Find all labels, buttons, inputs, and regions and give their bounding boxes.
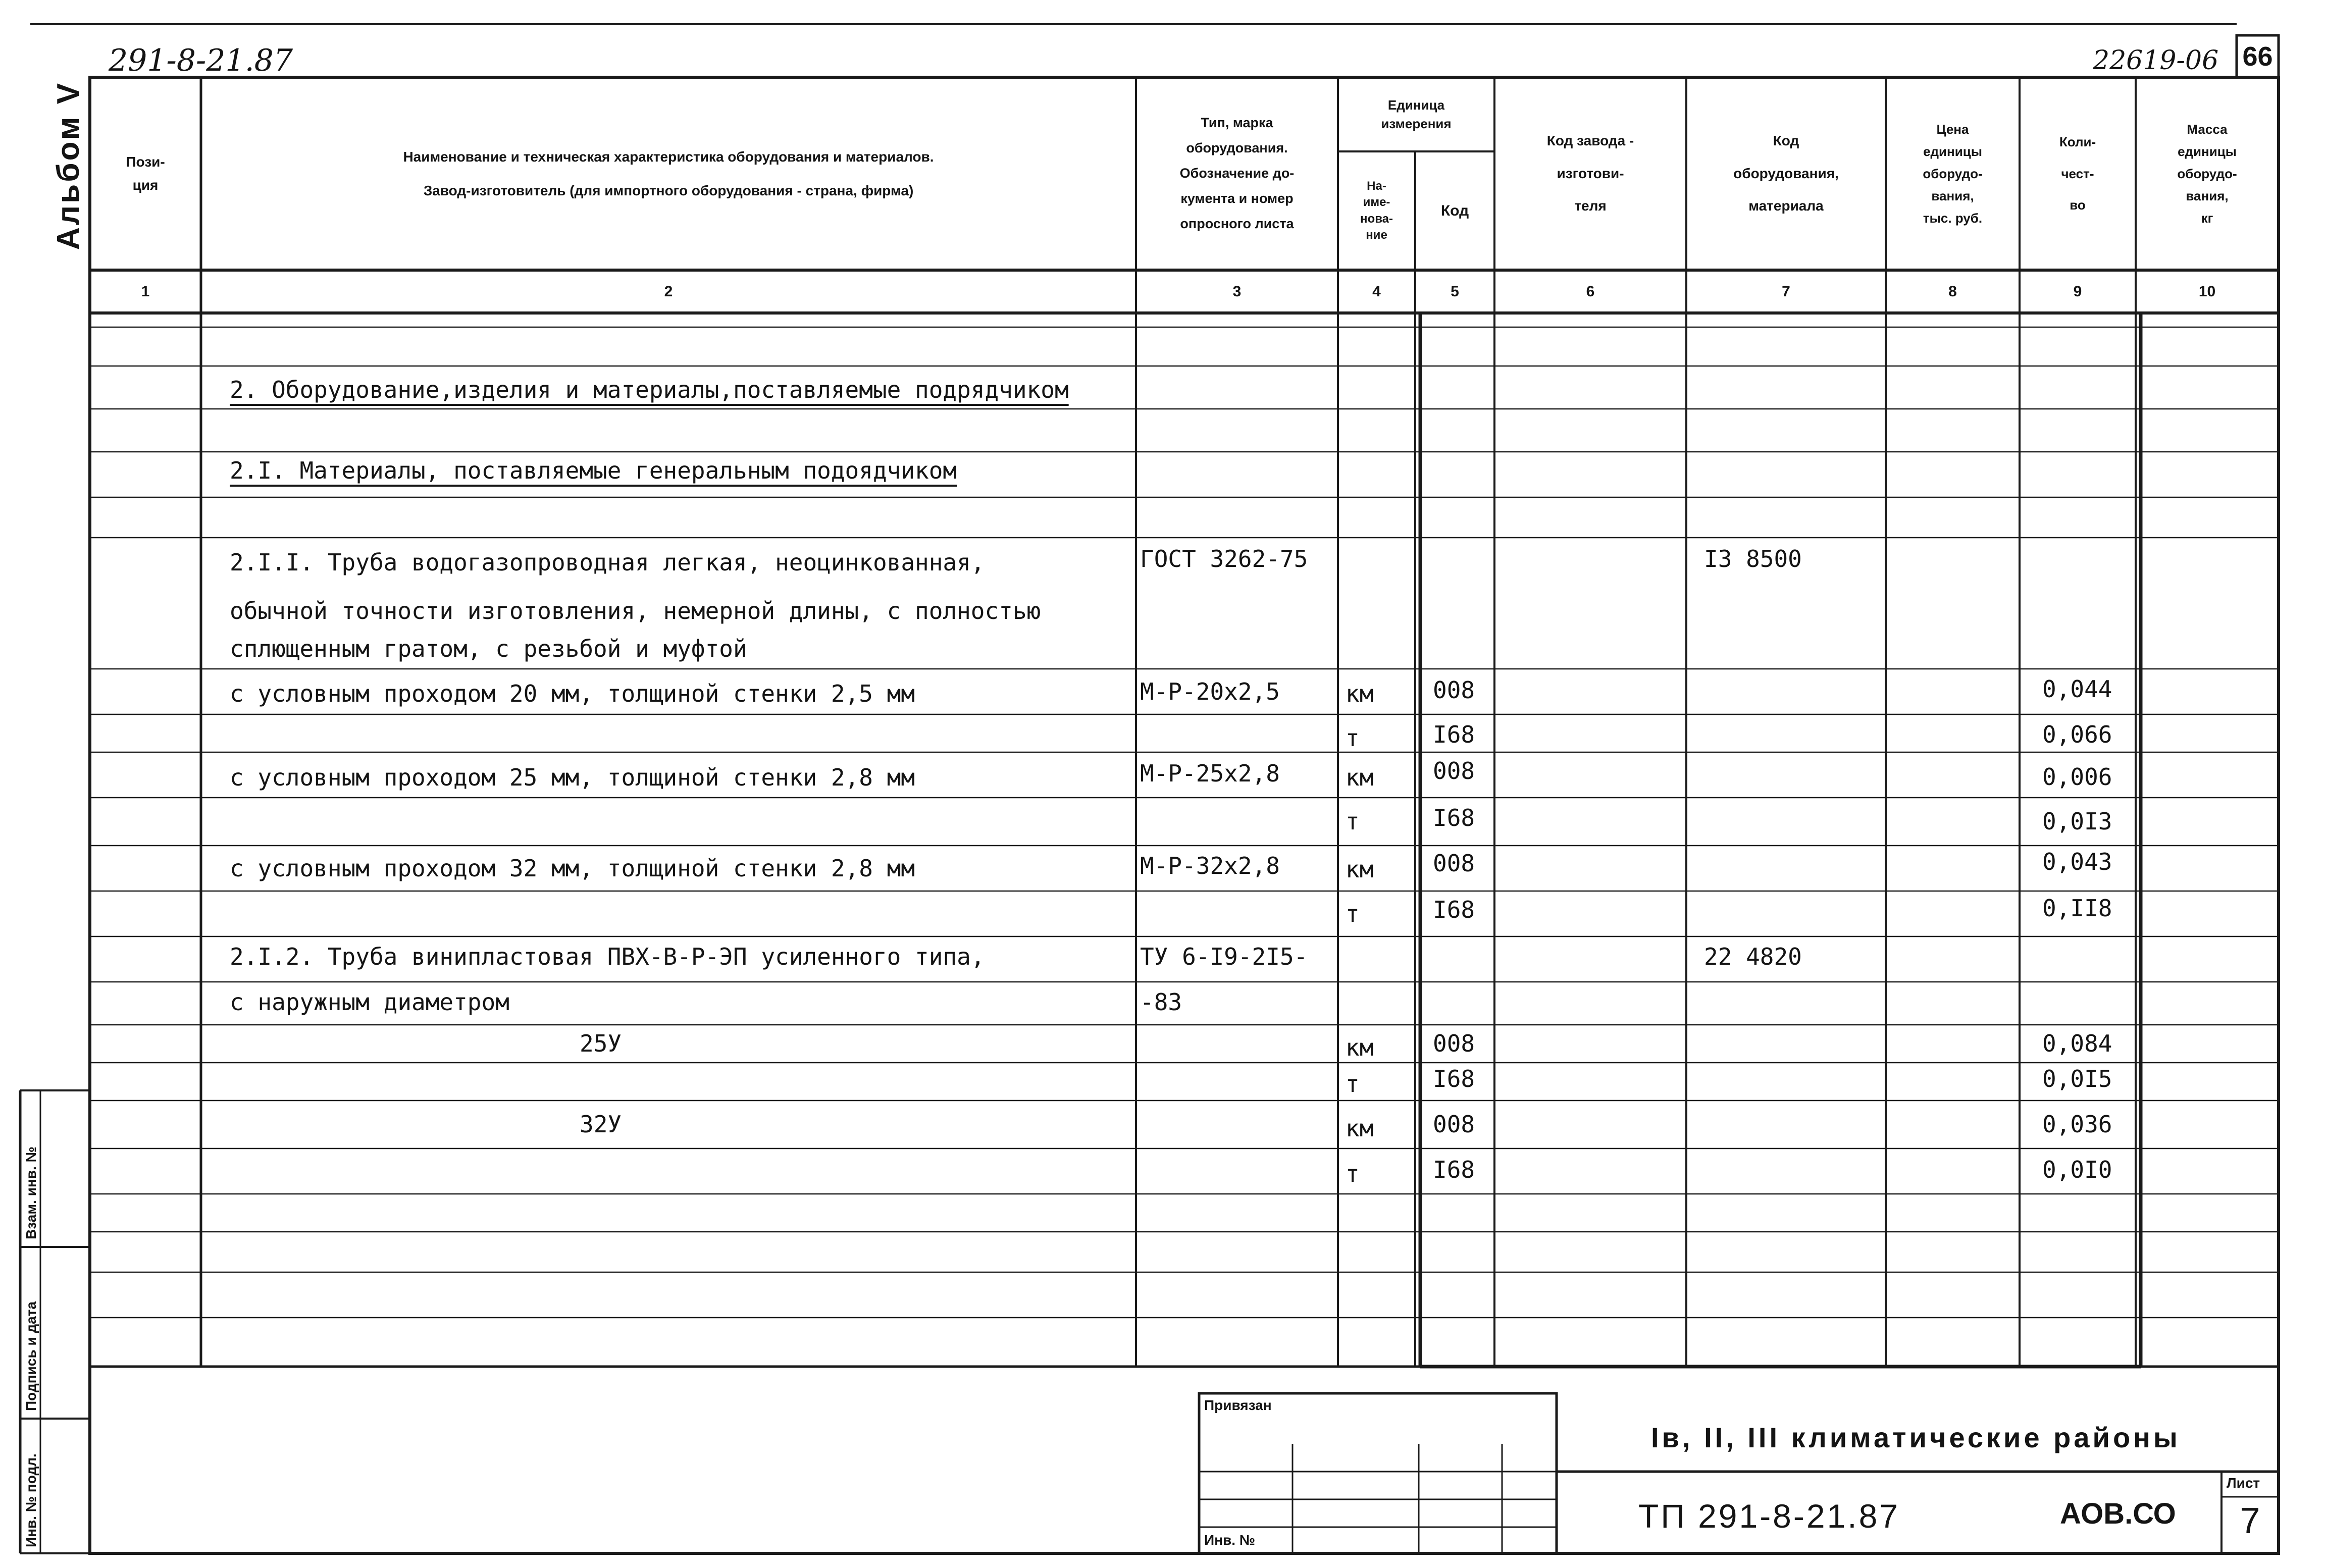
row-unit-code: I68 [1433, 1156, 1475, 1183]
row-name: с условным проходом 20 мм, толщиной стенки 2,5 мм [230, 680, 915, 707]
row-qty: 0,0I3 [2042, 808, 2112, 835]
col-number: 2 [664, 283, 673, 300]
header-col3: Тип, марка оборудования. Обозначение до- кумента и номер опросного листа [1179, 115, 1295, 231]
row-name: 2.I.I. Труба водогазопроводная легкая, неоцинкованная, [230, 549, 985, 576]
col-number: 7 [1782, 283, 1790, 300]
privyazan-label: Привязан [1204, 1397, 1272, 1413]
sidebar-signature-date: Подпись и дата [23, 1301, 39, 1411]
row-name: 2.I. Материалы, поставляемые генеральным подоядчиком [230, 457, 957, 484]
sidebar-replacement-inventory: Взам. инв. № [23, 1146, 39, 1239]
header-col9: Коли- чест- во [2059, 134, 2096, 213]
row-unit-code: I68 [1433, 896, 1475, 923]
row-type: М-Р-20х2,5 [1140, 678, 1280, 705]
row-qty: 0,043 [2042, 848, 2112, 875]
row-name: с условным проходом 25 мм, толщиной стенки 2,8 мм [230, 764, 915, 791]
row-code: 22 4820 [1704, 943, 1802, 970]
project-code: ТП 291-8-21.87 [1638, 1497, 1900, 1535]
header-col5: Код [1440, 202, 1469, 219]
header-col7: Код оборудования, материала [1733, 133, 1839, 214]
row-unit: т [1346, 1070, 1360, 1097]
row-unit: км [1346, 1034, 1374, 1061]
row-name: сплющенным гратом, с резьбой и муфтой [230, 635, 747, 662]
row-qty: 0,084 [2042, 1030, 2112, 1057]
row-unit: т [1346, 724, 1360, 752]
row-unit-code: I68 [1433, 721, 1475, 748]
row-unit: км [1346, 764, 1374, 791]
row-name: 2.I.2. Труба винипластовая ПВХ-В-Р-ЭП усиленного типа, [230, 943, 985, 970]
col-number: 6 [1586, 283, 1595, 300]
row-unit-code: 008 [1433, 1030, 1475, 1057]
album-label: Альбом V [51, 81, 86, 250]
row-type: -83 [1140, 988, 1182, 1016]
row-name: обычной точности изготовления, немерной длины, с полностью [230, 597, 1041, 624]
row-qty: 0,066 [2042, 721, 2112, 748]
header-unit-group: Единица измерения [1381, 97, 1452, 131]
page-number: 66 [2242, 41, 2273, 72]
header-col1: Пози- ция [126, 153, 165, 193]
row-code: I3 8500 [1704, 545, 1802, 572]
row-type: ТУ 6-I9-2I5- [1140, 943, 1308, 970]
row-unit-code: 008 [1433, 757, 1475, 785]
row-unit-code: I68 [1433, 1065, 1475, 1092]
row-qty: 0,044 [2042, 675, 2112, 703]
row-unit-code: 008 [1433, 1111, 1475, 1138]
col-number: 5 [1451, 283, 1459, 300]
col-number: 10 [2198, 283, 2216, 300]
row-unit: т [1346, 808, 1360, 835]
row-qty: 0,II8 [2042, 895, 2112, 922]
row-unit: км [1346, 856, 1374, 883]
col-number: 4 [1372, 283, 1381, 300]
document-code-left: 291-8-21.87 [109, 43, 293, 78]
header-col6: Код завода - изготови- теля [1546, 133, 1634, 214]
row-type: М-Р-32х2,8 [1140, 852, 1280, 879]
row-qty: 0,036 [2042, 1111, 2112, 1138]
row-unit: т [1346, 1160, 1360, 1187]
inventory-number-label: Инв. № [1204, 1532, 1256, 1548]
header-col4: На- име- нова- ние [1360, 179, 1393, 242]
col-number: 1 [141, 283, 150, 300]
row-type: М-Р-25х2,8 [1140, 760, 1280, 787]
row-name: 32У [580, 1111, 622, 1138]
row-unit: км [1346, 680, 1374, 707]
row-name: с условным проходом 32 мм, толщиной стенки 2,8 мм [230, 855, 915, 882]
document-code-right: 22619-06 [2093, 45, 2219, 76]
row-type: ГОСТ 3262-75 [1140, 545, 1308, 572]
header-col2: Наименование и техническая характеристика оборудования и материалов. Завод-изготовитель (для импортного оборудования - страна, фирма) [403, 148, 934, 198]
climate-title: Iв, II, III климатические районы [1651, 1422, 2181, 1453]
sheet-code: АОВ.СО [2060, 1497, 2176, 1530]
sidebar-original-inventory: Инв. № подл. [23, 1453, 39, 1547]
row-name: 2. Оборудование,изделия и материалы,поставляемые подрядчиком [230, 376, 1069, 403]
row-unit: км [1346, 1115, 1374, 1142]
row-qty: 0,0I0 [2042, 1156, 2112, 1183]
row-qty: 0,006 [2042, 763, 2112, 791]
col-number: 8 [1948, 283, 1957, 300]
row-qty: 0,0I5 [2042, 1065, 2112, 1092]
row-unit-code: 008 [1433, 850, 1475, 877]
header-col8: Цена единицы оборудо- вания, тыс. руб. [1923, 121, 1983, 226]
row-unit-code: I68 [1433, 804, 1475, 831]
row-name: 25У [580, 1030, 622, 1057]
header-col10: Масса единицы оборудо- вания, кг [2177, 121, 2237, 226]
row-name: с наружным диаметром [230, 988, 509, 1016]
row-unit: т [1346, 900, 1360, 927]
sheet-label: Лист [2227, 1475, 2260, 1491]
col-number: 3 [1232, 283, 1242, 300]
col-number: 9 [2073, 283, 2082, 300]
sheet-number: 7 [2240, 1501, 2260, 1541]
row-unit-code: 008 [1433, 676, 1475, 704]
